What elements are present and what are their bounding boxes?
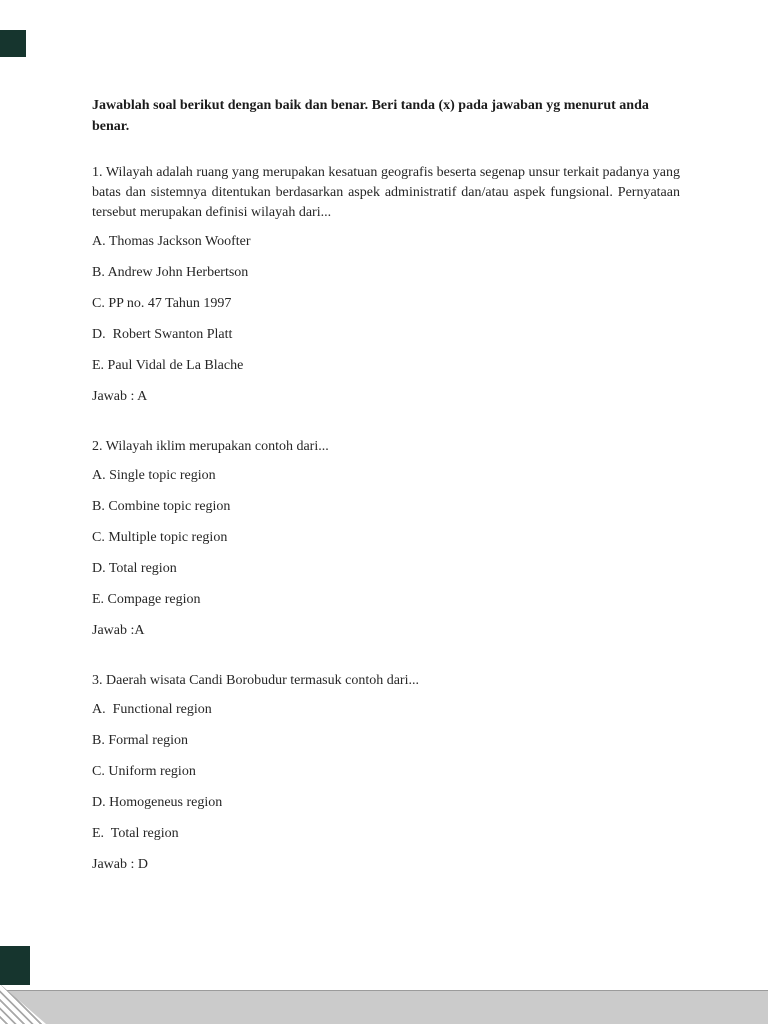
next-page-edge-strip <box>0 990 768 1024</box>
option-c: C. Multiple topic region <box>92 530 228 545</box>
answer-line: Jawab :A <box>92 623 145 638</box>
question-text: 3. Daerah wisata Candi Borobudur termasuk contoh dari... <box>92 673 419 688</box>
option-d: D. Total region <box>92 561 177 576</box>
option-d: D. Homogeneus region <box>92 795 223 810</box>
question-block-2 <box>92 437 680 641</box>
question-block-3 <box>92 671 680 875</box>
option-a: A. Single topic region <box>92 468 216 483</box>
option-e: E. Total region <box>92 826 179 841</box>
question-block-1 <box>92 163 680 407</box>
answer-line: Jawab : A <box>92 389 148 404</box>
top-left-corner-mark <box>0 30 26 57</box>
answer-line: Jawab : D <box>92 857 148 872</box>
document-content <box>92 95 680 886</box>
option-d: D. Robert Swanton Platt <box>92 327 233 342</box>
option-b: B. Andrew John Herbertson <box>92 265 249 280</box>
question-text: 2. Wilayah iklim merupakan contoh dari... <box>92 439 329 454</box>
option-b: B. Formal region <box>92 733 189 748</box>
option-a: A. Functional region <box>92 702 212 717</box>
option-e: E. Compage region <box>92 592 201 607</box>
option-b: B. Combine topic region <box>92 499 231 514</box>
option-e: E. Paul Vidal de La Blache <box>92 358 244 373</box>
option-a: A. Thomas Jackson Woofter <box>92 234 251 249</box>
instruction-text: Jawablah soal berikut dengan baik dan benar. Beri tanda (x) pada jawaban yg menurut anda benar. <box>92 98 649 134</box>
option-c: C. Uniform region <box>92 764 196 779</box>
question-text: 1. Wilayah adalah ruang yang merupakan kesatuan geografis beserta segenap unsur terkait padanya yang batas dan sistemnya ditentukan berdasarkan aspek administratif dan/atau aspek fungsional. Pernyataan tersebut merupakan definisi wilayah dari... <box>92 165 680 220</box>
option-c: C. PP no. 47 Tahun 1997 <box>92 296 232 311</box>
bottom-left-corner-mark <box>0 946 30 985</box>
